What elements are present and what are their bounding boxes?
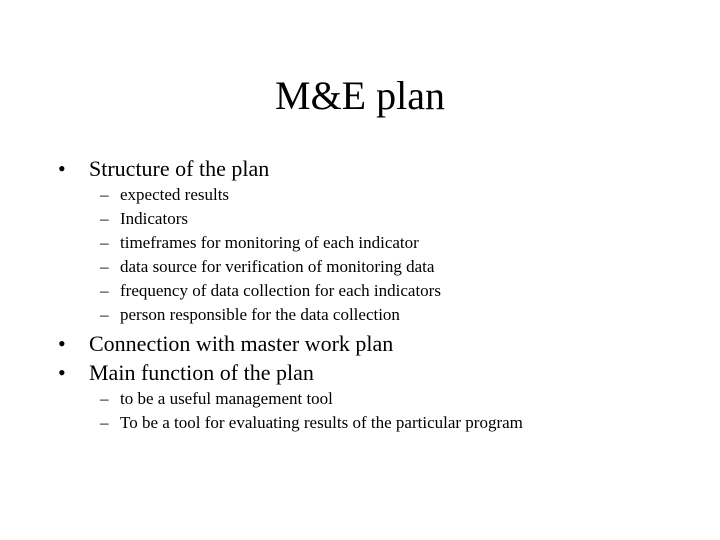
slide-title: M&E plan <box>275 73 445 118</box>
dash-icon: – <box>100 233 109 252</box>
dash-icon: – <box>100 281 109 300</box>
sub-item-text: Indicators <box>120 209 188 228</box>
sub-item-text: data source for verification of monitoring data <box>120 257 435 276</box>
bullet-item <box>0 329 720 358</box>
sub-item-text: to be a useful management tool <box>120 389 333 408</box>
bullet-text: Structure of the plan <box>89 156 270 181</box>
bullet-icon: • <box>58 156 66 181</box>
bullet-icon: • <box>58 331 66 356</box>
dash-icon: – <box>100 185 109 204</box>
sub-item-text: frequency of data collection for each indicators <box>120 281 441 300</box>
bullet-item <box>0 154 720 183</box>
bullet-text: Connection with master work plan <box>89 331 394 356</box>
dash-icon: – <box>100 389 109 408</box>
sub-item-text: timeframes for monitoring of each indicator <box>120 233 419 252</box>
sub-item <box>0 303 720 327</box>
sub-item-text: To be a tool for evaluating results of the particular program <box>120 413 523 432</box>
sub-item <box>0 183 720 207</box>
dash-icon: – <box>100 257 109 276</box>
sub-list <box>0 183 720 327</box>
sub-item <box>0 207 720 231</box>
sub-item <box>0 279 720 303</box>
dash-icon: – <box>100 209 109 228</box>
sub-item-text: person responsible for the data collection <box>120 305 400 324</box>
sub-list <box>0 387 720 435</box>
sub-item <box>0 255 720 279</box>
bullet-text: Main function of the plan <box>89 360 314 385</box>
sub-item <box>0 411 720 435</box>
sub-item <box>0 387 720 411</box>
slide-body <box>0 154 720 435</box>
dash-icon: – <box>100 305 109 324</box>
bullet-icon: • <box>58 360 66 385</box>
dash-icon: – <box>100 413 109 432</box>
sub-item <box>0 231 720 255</box>
bullet-item <box>0 358 720 387</box>
sub-item-text: expected results <box>120 185 230 204</box>
